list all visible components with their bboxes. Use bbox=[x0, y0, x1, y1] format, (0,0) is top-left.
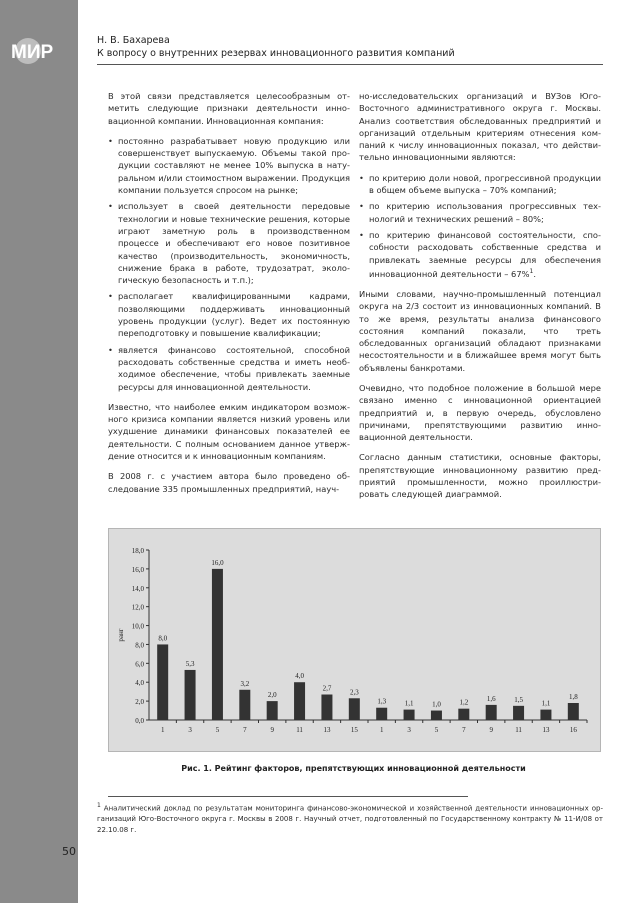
x-tick-label: 1 bbox=[160, 726, 165, 734]
bar-value-label: 5,3 bbox=[185, 659, 195, 668]
header-author: Н. В. Бахарева bbox=[97, 35, 170, 46]
footnote bbox=[97, 800, 603, 836]
chart-bar bbox=[157, 644, 168, 720]
chart-bar bbox=[321, 695, 332, 721]
list-item: • по критерию использования прогрессивных технологий и технических решений – 80%; bbox=[359, 200, 601, 225]
x-tick-label: 11 bbox=[296, 726, 303, 734]
paragraph: Очевидно, что подобное положение в большой мере связано именно с инновационной ориентацией предприятий и, в первую очередь, обусловлено причинами, препятствующими развитию инновационной деятельности. bbox=[359, 383, 601, 443]
paragraph: Известно, что наиболее емким индикатором возможного кризиса компании является низкий уровень или ухудшение динамики финансовых показателей ее деятельности. С полным основанием данное утверждение относится и к инновационным компаниям. bbox=[108, 401, 350, 462]
footnote-marker: 1 bbox=[97, 802, 101, 809]
x-tick-label: 15 bbox=[350, 726, 358, 734]
bar-value-label: 1,5 bbox=[514, 695, 523, 704]
chart-bar bbox=[513, 706, 524, 720]
chart-bar bbox=[404, 710, 415, 720]
y-tick-label: 12,0 bbox=[131, 603, 144, 612]
bullet-list bbox=[359, 172, 601, 280]
chart-bar bbox=[540, 710, 551, 720]
paragraph: но-исследовательских организаций и ВУЗов Юго-Восточного административного округа г. Москвы. Анализ соответствия обследованных предприятий и организаций отдельным критериям отнесения компаний к числу инновационных показал, что действительно инновационными являются: bbox=[359, 91, 601, 163]
paragraph: Иными словами, научно-промышленный потенциал округа на 2/3 состоит из инновационных компаний. В то же время, результаты анализа финансового состояния компаний показали, что треть обследованных организаций обладают признаками несостоятельности и в ближайшее время могут быть объявлены банкротами. bbox=[359, 288, 601, 373]
chart-bar bbox=[349, 698, 360, 720]
chart-bar bbox=[486, 705, 497, 720]
bar-value-label: 2,3 bbox=[349, 688, 359, 697]
y-tick-label: 16,0 bbox=[131, 565, 144, 574]
bar-value-label: 1,8 bbox=[568, 693, 578, 701]
x-tick-label: 9 bbox=[489, 726, 493, 734]
chart-bar bbox=[376, 708, 387, 720]
bar-value-label: 8,0 bbox=[158, 634, 168, 643]
right-column bbox=[359, 90, 601, 509]
x-tick-label: 16 bbox=[569, 726, 577, 734]
paragraph: Согласно данным статистики, основные факторы, препятствующие инновационному развитию предприятий промышленности, можно проиллюстрировать следующей диаграммой. bbox=[359, 452, 601, 500]
figure-caption: Рис. 1. Рейтинг факторов, препятствующих инновационной деятельности bbox=[181, 764, 526, 773]
figure-chart bbox=[108, 528, 601, 752]
logo-text: МИР bbox=[11, 42, 54, 63]
y-tick-label: 6,0 bbox=[135, 660, 144, 669]
bar-value-label: 1,0 bbox=[432, 700, 441, 709]
bar-value-label: 4,0 bbox=[295, 672, 304, 681]
chart-bar bbox=[267, 701, 278, 720]
list-item-end: . bbox=[533, 268, 536, 279]
x-tick-label: 11 bbox=[515, 726, 522, 734]
y-tick-label: 8,0 bbox=[135, 641, 144, 650]
x-tick-label: 3 bbox=[407, 726, 411, 734]
journal-logo bbox=[7, 36, 69, 66]
y-tick-label: 10,0 bbox=[131, 622, 144, 631]
x-tick-label: 1 bbox=[379, 726, 384, 734]
list-item: • по критерию доли новой, прогрессивной продукции в общем объеме выпуска – 70% компаний; bbox=[359, 172, 601, 197]
paragraph: В этой связи представляется целесообразным отметить следующие признаки деятельности инновационной компании. Инновационная компания: bbox=[108, 91, 350, 126]
chart-bar bbox=[431, 711, 442, 720]
bar-value-label: 1,1 bbox=[404, 699, 414, 708]
y-tick-label: 4,0 bbox=[135, 679, 144, 688]
journal-sidebar bbox=[0, 0, 78, 903]
footnote-reference[interactable]: 1 bbox=[529, 267, 534, 275]
chart-bar bbox=[458, 709, 469, 720]
chart-bar bbox=[294, 682, 305, 720]
bar-value-label: 1,3 bbox=[377, 697, 387, 706]
x-tick-label: 3 bbox=[188, 726, 192, 734]
list-item-text: по критерию финансовой состоятельности, способности расходовать собственные средства и привлекать заемные ресурсы для обеспечения инновационной деятельности – 67% bbox=[369, 229, 601, 279]
y-axis-label: ранг bbox=[117, 628, 125, 642]
left-column bbox=[108, 90, 350, 503]
y-tick-label: 0,0 bbox=[135, 717, 144, 725]
list-item bbox=[359, 229, 601, 280]
paragraph: В 2008 г. с участием автора было проведено обследование 335 промышленных предприятий, науч- bbox=[108, 471, 350, 494]
footnote-divider bbox=[108, 796, 468, 797]
running-header bbox=[97, 34, 603, 60]
bar-value-label: 16,0 bbox=[211, 558, 224, 567]
y-tick-label: 18,0 bbox=[131, 547, 144, 555]
list-item: • является финансово состоятельной, способной расходовать собственные средства и иметь необходимое обеспечение, чтобы привлекать заемные ресурсы для инновационной деятельности. bbox=[108, 344, 350, 393]
chart-bar bbox=[568, 703, 579, 720]
bullet-list bbox=[108, 135, 350, 393]
bar-value-label: 2,7 bbox=[322, 684, 332, 693]
x-tick-label: 13 bbox=[323, 726, 331, 734]
x-tick-label: 7 bbox=[462, 726, 466, 734]
x-tick-label: 7 bbox=[243, 726, 247, 734]
chart-bar bbox=[212, 569, 223, 720]
chart-bar bbox=[239, 690, 250, 720]
bar-value-label: 3,2 bbox=[240, 679, 250, 688]
list-item: • использует в своей деятельности передовые технологии и новые технические решения, которые играют заметную роль в производственном процессе и обеспечивают его новое позитивное качество (производительность, экономичность, снижение брака в работе, трудозатрат, экологическую безопасность и т.п.); bbox=[108, 200, 350, 286]
bar-value-label: 1,6 bbox=[486, 694, 496, 703]
y-tick-label: 14,0 bbox=[131, 584, 144, 593]
list-item: • располагает квалифицированными кадрами, позволяющими поддерживать инновационный уровень продукции (услуг). Ведет их постоянную переподготовку и повышение квалификации; bbox=[108, 290, 350, 339]
x-tick-label: 9 bbox=[270, 726, 274, 734]
header-title: К вопросу о внутренних резервах инновационного развития компаний bbox=[97, 48, 455, 59]
bar-value-label: 2,0 bbox=[267, 691, 277, 700]
header-divider bbox=[97, 64, 603, 65]
list-item: • постоянно разрабатывает новую продукцию или совершенствует выпускаемую. Объемы такой продукции составляют не менее 10% выпуска в натуральном и/или стоимостном выражении. Продукция компании пользуется спросом на рынке; bbox=[108, 135, 350, 196]
footnote-text: Аналитический доклад по результатам мониторинга финансово-экономической и хозяйственной деятельности инновационных организаций Юго-Восточного округа г. Москвы в 2008 г. Научный отчет, подготовленный по Государственному контракту № 11-И/08 от 22.10.08 г. bbox=[97, 804, 603, 835]
y-tick-label: 2,0 bbox=[135, 698, 144, 707]
chart-bar bbox=[185, 670, 196, 720]
x-tick-label: 5 bbox=[215, 726, 220, 734]
bar-value-label: 1,2 bbox=[459, 698, 469, 707]
bar-chart bbox=[109, 529, 600, 751]
x-tick-label: 5 bbox=[434, 726, 439, 734]
page-number: 50 bbox=[62, 845, 76, 858]
x-tick-label: 13 bbox=[542, 726, 550, 734]
bar-value-label: 1,1 bbox=[541, 699, 551, 708]
